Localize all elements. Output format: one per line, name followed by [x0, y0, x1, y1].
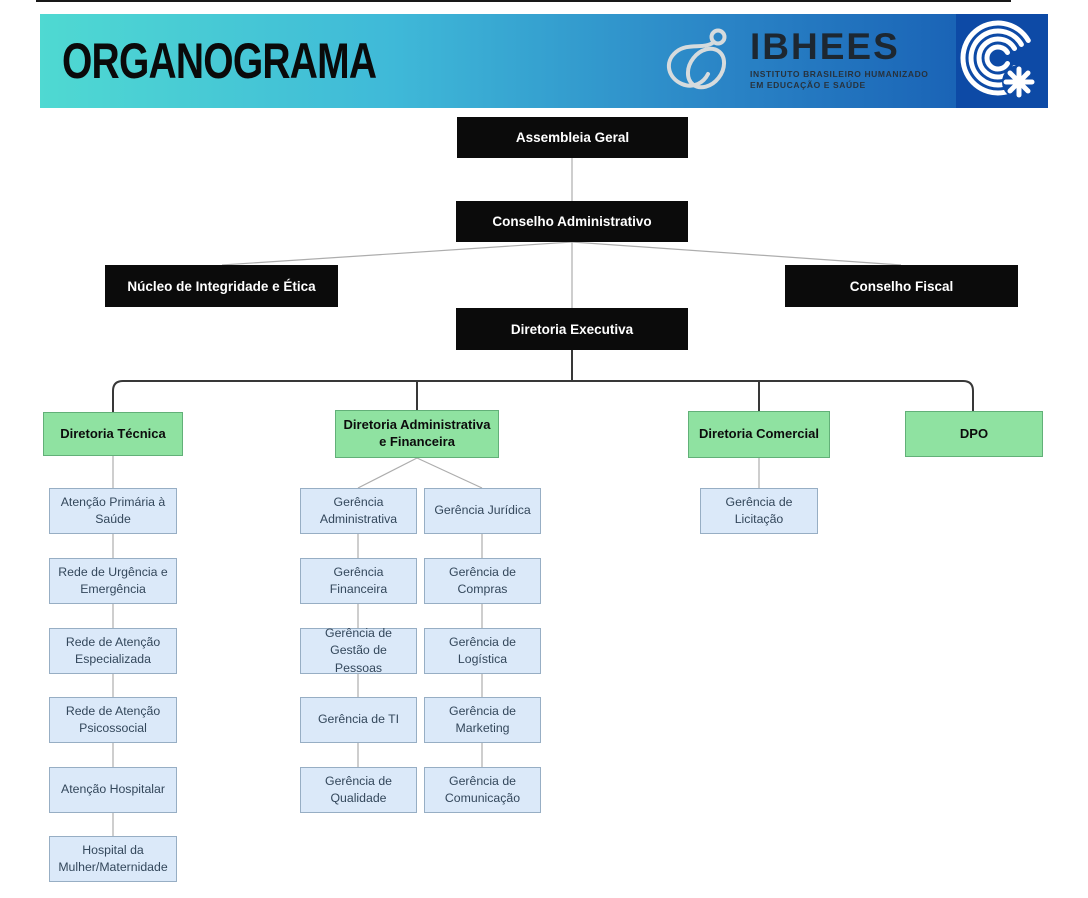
top-hairline: [36, 0, 1011, 2]
ibhees-wordmark: [750, 28, 929, 92]
node-gerencia-gestao-pessoas: Gerência de Gestão de Pessoas: [300, 628, 417, 674]
node-diretoria-tecnica: Diretoria Técnica: [43, 412, 183, 456]
node-conselho-fiscal: Conselho Fiscal: [785, 265, 1018, 307]
node-gerencia-administrativa: Gerência Administrativa: [300, 488, 417, 534]
brand-name: IBHEES: [750, 26, 900, 67]
node-gerencia-logistica: Gerência de Logística: [424, 628, 541, 674]
node-hospital-mulher-maternidade: Hospital da Mulher/Maternidade: [49, 836, 177, 882]
node-gerencia-licitacao: Gerência de Licitação: [700, 488, 818, 534]
node-conselho-administrativo: Conselho Administrativo: [456, 201, 688, 242]
node-gerencia-ti: Gerência de TI: [300, 697, 417, 743]
node-gerencia-comunicacao: Gerência de Comunicação: [424, 767, 541, 813]
node-gerencia-compras: Gerência de Compras: [424, 558, 541, 604]
brand-tagline-line2: EM EDUCAÇÃO E SAÚDE: [750, 80, 866, 91]
brand-tagline-line1: INSTITUTO BRASILEIRO HUMANIZADO: [750, 69, 929, 79]
node-rede-atencao-especializada: Rede de Atenção Especializada: [49, 628, 177, 674]
ibhees-brand: [658, 14, 958, 108]
node-atencao-hospitalar: Atenção Hospitalar: [49, 767, 177, 813]
node-assembleia-geral: Assembleia Geral: [457, 117, 688, 158]
node-diretoria-comercial: Diretoria Comercial: [688, 411, 830, 458]
ibhees-heart-icon: [658, 26, 746, 103]
node-gerencia-juridica: Gerência Jurídica: [424, 488, 541, 534]
brand-tagline: [750, 69, 929, 92]
page-title: ORGANOGRAMA: [62, 33, 377, 89]
node-rede-atencao-psicossocial: Rede de Atenção Psicossocial: [49, 697, 177, 743]
node-gerencia-marketing: Gerência de Marketing: [424, 697, 541, 743]
node-gerencia-financeira: Gerência Financeira: [300, 558, 417, 604]
node-atencao-primaria-saude: Atenção Primária à Saúde: [49, 488, 177, 534]
header-banner: [40, 14, 1048, 108]
node-dpo: DPO: [905, 411, 1043, 457]
node-diretoria-administrativa-financeira: Diretoria Administrativa e Financeira: [335, 410, 499, 458]
node-rede-urgencia-emergencia: Rede de Urgência e Emergência: [49, 558, 177, 604]
node-nucleo-integridade-etica: Núcleo de Integridade e Ética: [105, 265, 338, 307]
node-diretoria-executiva: Diretoria Executiva: [456, 308, 688, 350]
concentric-arcs-asterisk-icon: [956, 14, 1048, 108]
node-gerencia-qualidade: Gerência de Qualidade: [300, 767, 417, 813]
